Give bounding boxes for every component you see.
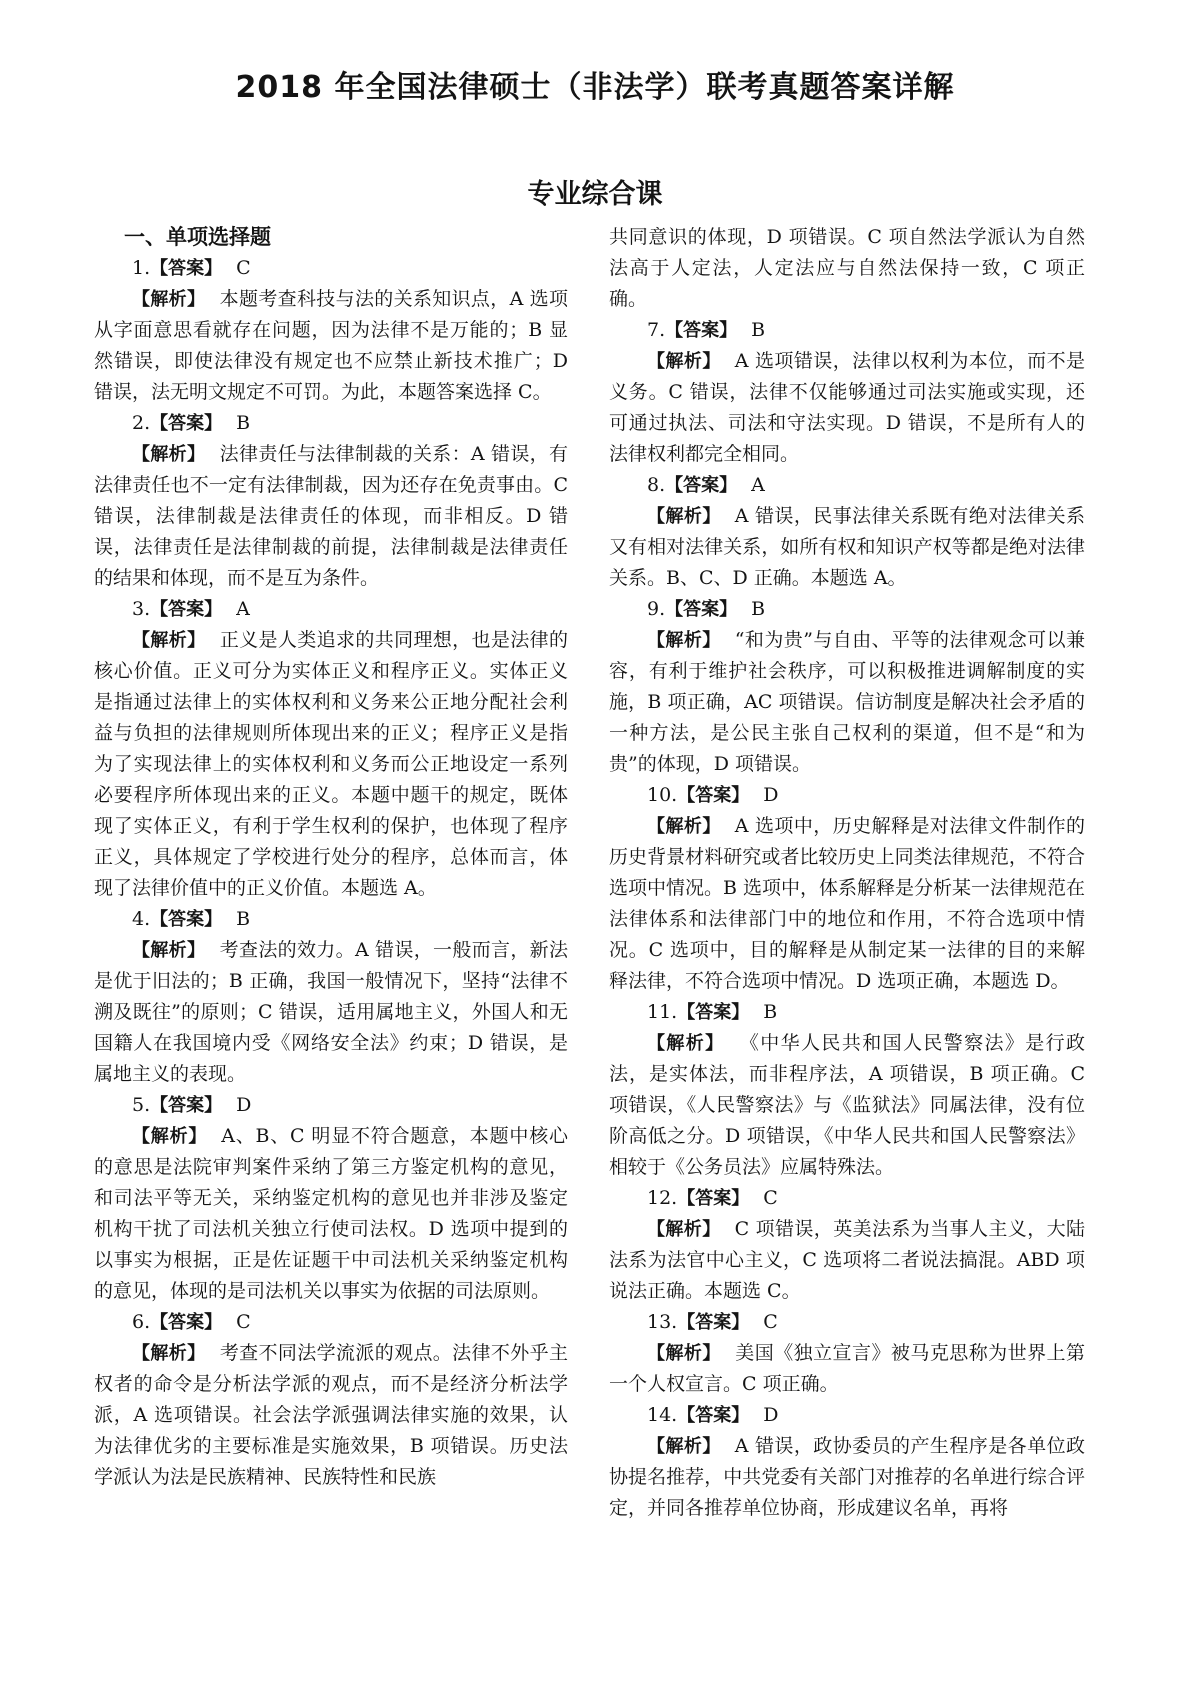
answer-line: 5.【答案】 D (132, 1094, 252, 1116)
answer-line: 13.【答案】 C (647, 1311, 778, 1333)
answer-line: 12.【答案】 C (647, 1187, 778, 1209)
left-column (94, 222, 568, 1493)
answer-line: 8.【答案】 A (647, 474, 765, 496)
analysis-paragraph: 【解析】 A 选项中，历史解释是对法律文件制作的历史背景材料研究或者比较历史上同类法律规范，不符合选项中情况。B 选项中，体系解释是分析某一法律规范在法律体系和法律部门中的地位和作用，不符合选项中情况。C 选项中，目的解释是从制定某一法律的目的来解释法律，不符合选项中情况。D 选项正确，本题选 D。 (609, 815, 1086, 992)
section-heading: 一、单项选择题 (124, 225, 271, 249)
answer-line: 7.【答案】 B (647, 319, 766, 341)
answer-line: 14.【答案】 D (647, 1404, 779, 1426)
analysis-paragraph: 【解析】 《中华人民共和国人民警察法》是行政法，是实体法，而非程序法，A 项错误，B 项正确。C 项错误，《人民警察法》与《监狱法》同属法律，没有位阶高低之分。D 项错误，《中华人民共和国人民警察法》相较于《公务员法》应属特殊法。 (609, 1032, 1085, 1178)
analysis-paragraph: 【解析】 正义是人类追求的共同理想，也是法律的核心价值。正义可分为实体正义和程序正义。实体正义是指通过法律上的实体权利和义务来公正地分配社会利益与负担的法律规则所体现出来的正义；程序正义是指为了实现法律上的实体权利和义务而公正地设定一系列必要程序所体现出来的正义。本题中题干的规定，既体现了实体正义，有利于学生权利的保护，也体现了程序正义，具体规定了学校进行处分的程序，总体而言，体现了法律价值中的正义价值。本题选 A。 (94, 629, 568, 899)
analysis-paragraph: 【解析】 C 项错误，英美法系为当事人主义，大陆法系为法官中心主义，C 选项将二者说法搞混。ABD 项说法正确。本题选 C。 (609, 1218, 1085, 1302)
answer-line: 9.【答案】 B (647, 598, 766, 620)
page-title: 2018 年全国法律硕士（非法学）联考真题答案详解 (235, 70, 955, 105)
answer-line: 10.【答案】 D (647, 784, 779, 806)
analysis-paragraph: 【解析】 “和为贵”与自由、平等的法律观念可以兼容，有利于维护社会秩序，可以积极推进调解制度的实施，B 项正确，AC 项错误。信访制度是解决社会矛盾的一种方法，是公民主张自己权利的渠道，但不是“和为贵”的体现，D 项错误。 (609, 629, 1086, 775)
analysis-paragraph: 【解析】 考查法的效力。A 错误，一般而言，新法是优于旧法的；B 正确，我国一般情况下，坚持“法律不溯及既往”的原则；C 错误，适用属地主义，外国人和无国籍人在我国境内受《网络安全法》约束；D 错误，是属地主义的表现。 (94, 939, 569, 1085)
analysis-paragraph: 【解析】 考查不同法学流派的观点。法律不外乎主权者的命令是分析法学派的观点，而不是经济分析法学派，A 选项错误。社会法学派强调法律实施的效果，认为法律优劣的主要标准是实施效果，B 项错误。历史法学派认为法是民族精神、民族特性和民族 (94, 1342, 568, 1488)
analysis-continuation: 共同意识的体现，D 项错误。C 项自然法学派认为自然法高于人定法，人定法应与自然法保持一致，C 项正确。 (609, 226, 1085, 310)
answer-line: 2.【答案】 B (132, 412, 251, 434)
answer-line: 4.【答案】 B (132, 908, 251, 930)
right-column (609, 222, 1085, 1524)
analysis-paragraph: 【解析】 本题考查科技与法的关系知识点，A 选项从字面意思看就存在问题，因为法律不是万能的；B 显然错误，即使法律没有规定也不应禁止新技术推广；D 错误，法无明文规定不可罚。为此，本题答案选择 C。 (94, 288, 569, 403)
analysis-paragraph: 【解析】 A 选项错误，法律以权利为本位，而不是义务。C 错误，法律不仅能够通过司法实施或实现，还可通过执法、司法和守法实现。D 错误，不是所有人的法律权利都完全相同。 (609, 350, 1086, 465)
analysis-paragraph: 【解析】 A 错误，政协委员的产生程序是各单位政协提名推荐，中共党委有关部门对推荐的名单进行综合评定，并同各推荐单位协商，形成建议名单，再将 (609, 1435, 1086, 1519)
answer-line: 11.【答案】 B (647, 1001, 778, 1023)
analysis-paragraph: 【解析】 法律责任与法律制裁的关系：A 错误，有法律责任也不一定有法律制裁，因为还存在免责事由。C 错误，法律制裁是法律责任的体现，而非相反。D 错误，法律责任是法律制裁的前提，法律制裁是法律责任的结果和体现，而不是互为条件。 (94, 443, 569, 589)
analysis-paragraph: 【解析】 美国《独立宣言》被马克思称为世界上第一个人权宣言。C 项正确。 (609, 1342, 1085, 1395)
page-subtitle: 专业综合课 (527, 179, 663, 210)
analysis-paragraph: 【解析】 A、B、C 明显不符合题意，本题中核心的意思是法院审判案件采纳了第三方鉴定机构的意见，和司法平等无关，采纳鉴定机构的意见也并非涉及鉴定机构干扰了司法机关独立行使司法权。D 选项中提到的以事实为根据，正是佐证题干中司法机关采纳鉴定机构的意见，体现的是司法机关以事实为依据的司法原则。 (94, 1125, 568, 1302)
answer-line: 3.【答案】 A (132, 598, 250, 620)
answer-line: 1.【答案】 C (132, 257, 251, 279)
answer-line: 6.【答案】 C (132, 1311, 251, 1333)
analysis-paragraph: 【解析】 A 错误，民事法律关系既有绝对法律关系又有相对法律关系，如所有权和知识产权等都是绝对法律关系。B、C、D 正确。本题选 A。 (609, 505, 1086, 589)
